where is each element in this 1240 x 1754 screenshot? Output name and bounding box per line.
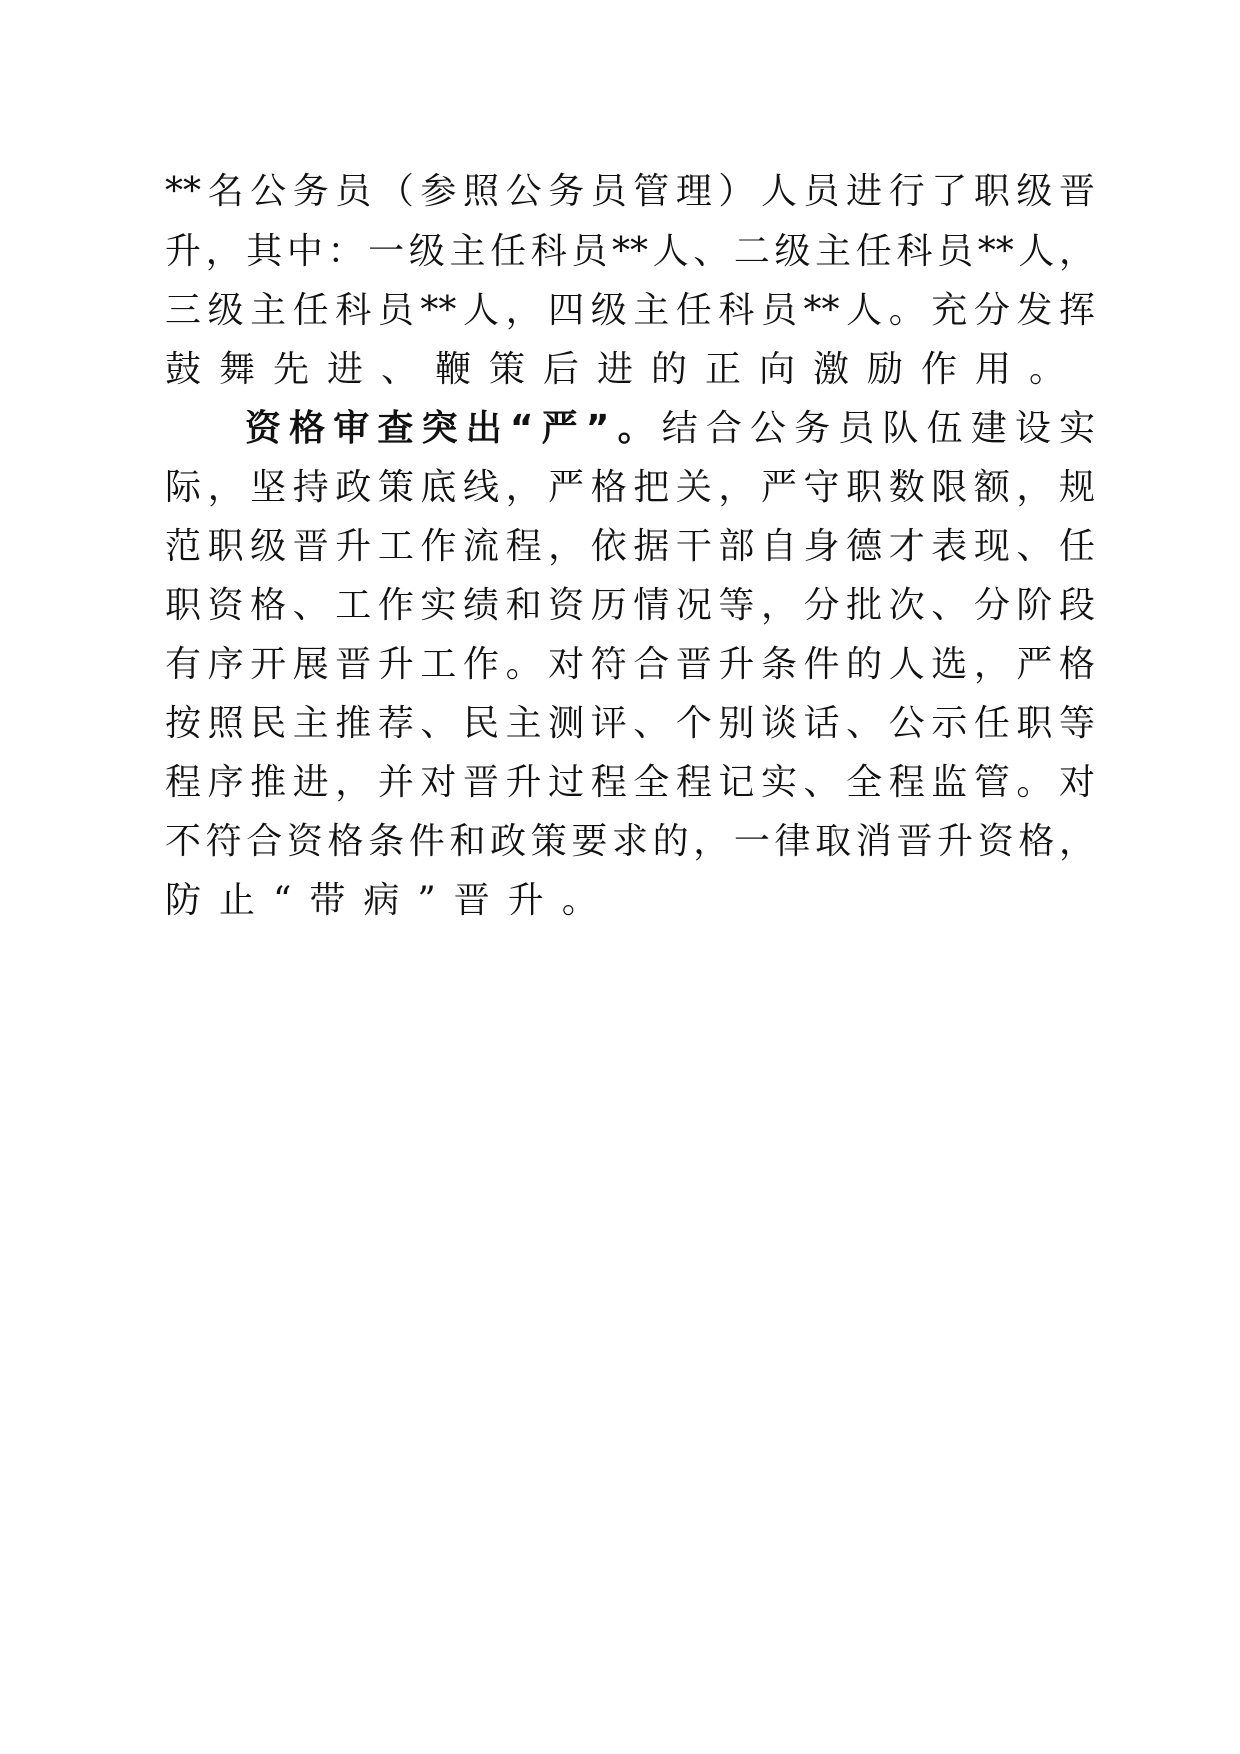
paragraph1-line-1: **名公务员（参照公务员管理）人员进行了职级晋: [165, 171, 1095, 212]
paragraph1-line-3: 三级主任科员**人，四级主任科员**人。充分发挥: [165, 290, 1095, 331]
paragraph2-first-line-rest: 结合公务员队伍建设实: [661, 408, 1095, 449]
paragraph2-line-6: 按照民主推荐、民主测评、个别谈话、公示任职等: [165, 703, 1095, 744]
paragraph1-line-2: 升，其中：一级主任科员**人、二级主任科员**人，: [165, 231, 1095, 272]
paragraph2-line-8: 不符合资格条件和政策要求的，一律取消晋升资格，: [165, 821, 1095, 862]
paragraph2-line-1: [245, 404, 1095, 454]
paragraph2-line-3: 范职级晋升工作流程，依据干部自身德才表现、任: [165, 526, 1095, 567]
paragraph2-line-7: 程序推进，并对晋升过程全程记实、全程监管。对: [165, 762, 1095, 803]
paragraph2-line-9: 防止“带病”晋升。: [165, 880, 616, 921]
paragraph2-line-4: 职资格、工作实绩和资历情况等，分批次、分阶段: [165, 585, 1095, 626]
paragraph1-line-4: 鼓舞先进、鞭策后进的正向激励作用。: [165, 349, 1084, 390]
paragraph2-line-2: 际，坚持政策底线，严格把关，严守职数限额，规: [165, 467, 1095, 508]
paragraph2-line-5: 有序开展晋升工作。对符合晋升条件的人选，严格: [165, 644, 1095, 685]
paragraph2-heading: 资格审查突出“严”。: [245, 408, 662, 449]
